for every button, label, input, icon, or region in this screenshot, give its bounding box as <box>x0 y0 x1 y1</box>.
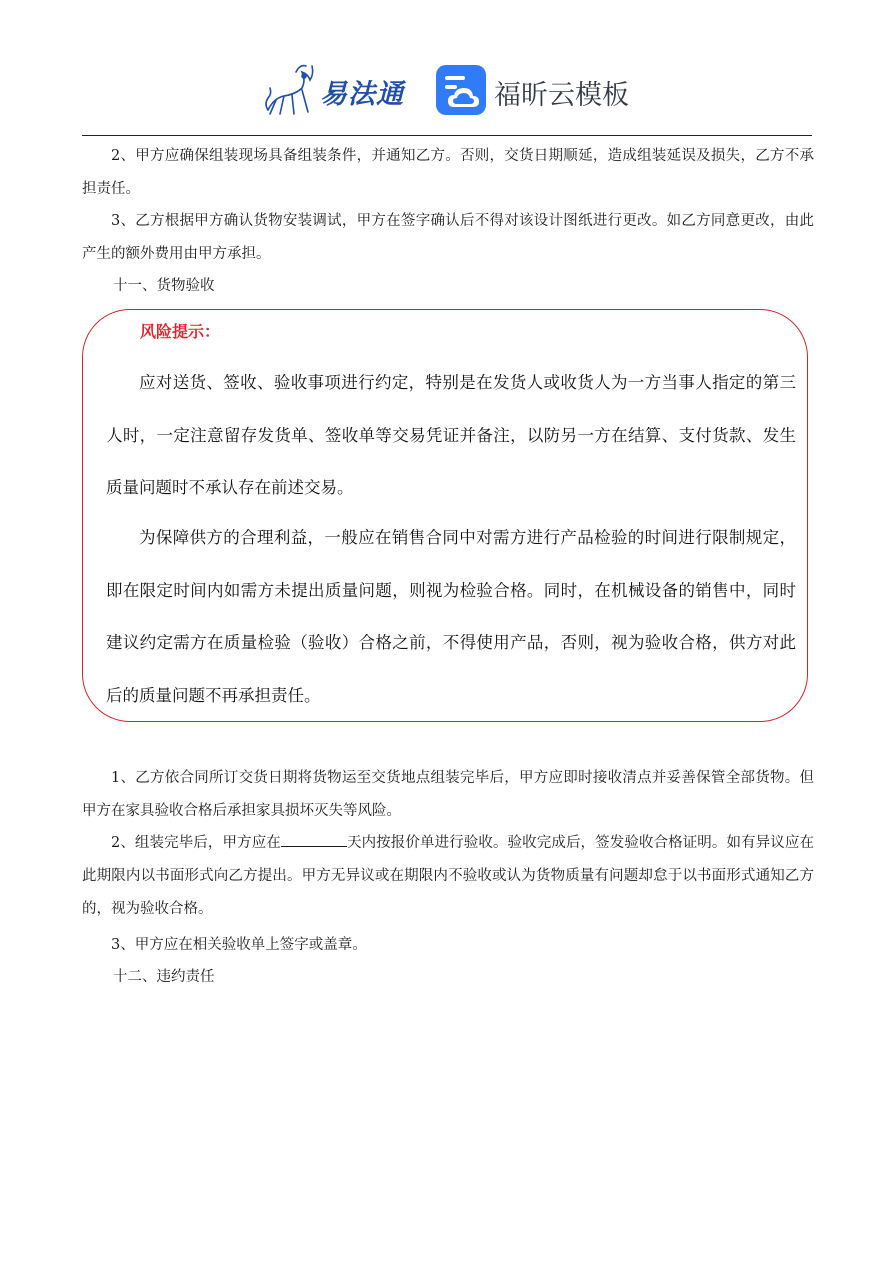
clause-11-1: 1、乙方依合同所订交货日期将货物运至交货地点组装完毕后，甲方应即时接收清点并妥善保管全部货物。但甲方在家具验收合格后承担家具损坏灭失等风险。 <box>82 770 814 819</box>
section-12-heading: 十二、违约责任 <box>113 969 215 985</box>
risk-warning-paragraph-1: 应对送货、签收、验收事项进行约定，特别是在发货人或收货人为一方当事人指定的第三人时，一定注意留存发货单、签收单等交易凭证并备注，以防另一方在结算、支付货款、发生质量问题时不承认存在前述交易。 <box>106 373 796 497</box>
foxit-cloud-wordmark: 福昕云模板 <box>494 80 629 111</box>
qilin-icon <box>262 60 322 120</box>
risk-warning-paragraph-2: 为保障供方的合理利益，一般应在销售合同中对需方进行产品检验的时间进行限制规定，即在限定时间内如需方未提出质量问题，则视为检验合格。同时，在机械设备的销售中，同时建议约定需方在质量检验（验收）合格之前，不得使用产品，否则，视为验收合格，供方对此后的质量问题不再承担责任。 <box>106 528 796 705</box>
section-11-heading: 十一、货物验收 <box>113 278 215 294</box>
page-header <box>0 60 893 122</box>
clause-11-3: 3、甲方应在相关验收单上签字或盖章。 <box>111 937 367 953</box>
clause-11-2 <box>82 827 814 926</box>
days-blank-line <box>281 833 347 847</box>
foxit-cloud-icon <box>436 65 486 115</box>
clause-10-2: 2、甲方应确保组装现场具备组装条件，并通知乙方。否则，交货日期顺延，造成组装延误及损失，乙方不承担责任。 <box>82 148 814 197</box>
yifatong-logo <box>262 60 412 120</box>
yifatong-wordmark: 易法通 <box>320 79 404 110</box>
clause-11-2-text-after: 天内按报价单进行验收。验收完成后，签发验收合格证明。如有异议应在此期限内以书面形式向乙方提出。甲方无异议或在期限内不验收或认为货物质量有问题却怠于以书面形式通知乙方的，视为验收合格。 <box>82 835 814 917</box>
header-divider <box>82 135 812 136</box>
clause-10-3: 3、乙方根据甲方确认货物安装调试，甲方在签字确认后不得对该设计图纸进行更改。如乙方同意更改，由此产生的额外费用由甲方承担。 <box>82 213 814 262</box>
clause-11-2-text-before: 2、组装完毕后，甲方应在 <box>111 835 281 851</box>
risk-warning-title: 风险提示： <box>140 322 221 341</box>
